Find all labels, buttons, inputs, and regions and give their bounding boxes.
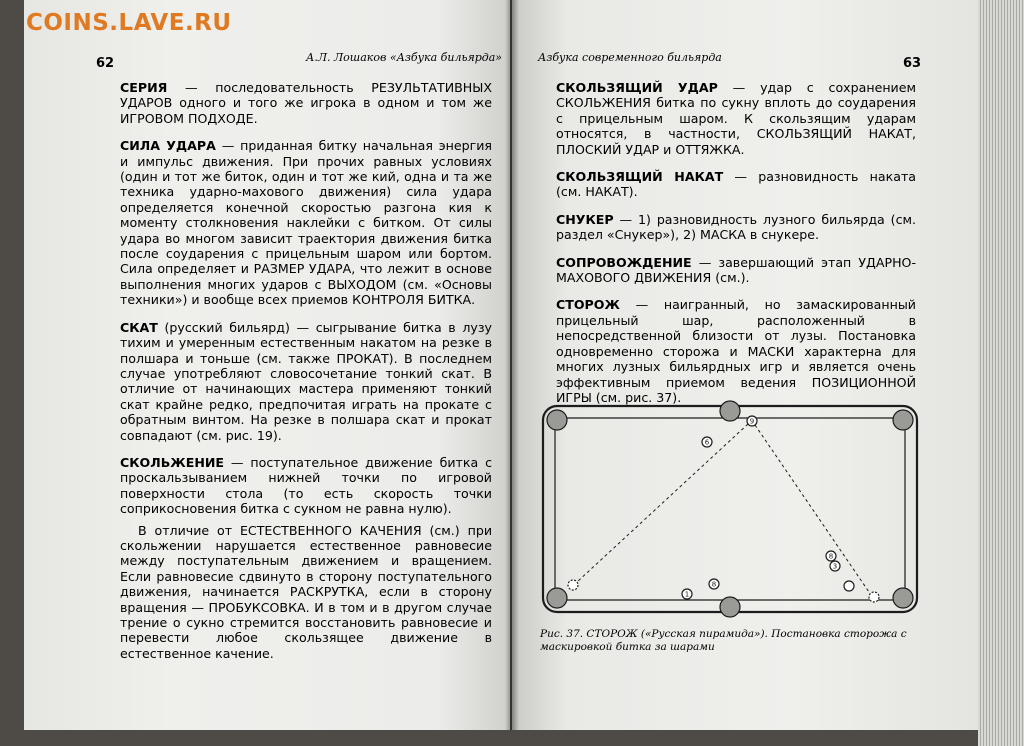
entry-snuker [556, 212, 916, 243]
page-number-right: 63 [903, 56, 922, 71]
entry-body: — разновидность наката (см. НАКАТ). [556, 169, 916, 200]
entry-seriya [120, 80, 492, 126]
entry-skolzhenie [120, 455, 492, 517]
entry-body: — завершающий этап УДАРНО-МАХОВОГО ДВИЖЕНИЯ (см.). [556, 254, 916, 286]
path-line-left [577, 424, 748, 582]
ball-label: 1 [684, 590, 690, 599]
pocket-top-right [893, 410, 913, 430]
entry-body: — 1) разновидность лузного бильярда (см. раздел «Снукер»), 2) МАСКА в снукере. [556, 211, 916, 243]
entry-body: — приданная битку начальная энергия и импульс движения. При прочих равных условиях (один и тот же биток, один и тот же кий, одна и та же техника ударно-махового движения) сила удара определяется конечной скоростью разгона кия к моменту столкновения наклейки с битком. От силы удара во многом зависит траектория движения битка после соударения с прицельным шаром или бортом. Сила определяет и РАЗМЕР УДАРА, что лежит в основе выполнения многих ударов с ВЫХОДОМ (см. «Основы техники») и вообще всех приемов КОНТРОЛЯ БИТКА. [120, 138, 492, 308]
ball-label: 8 [711, 580, 717, 589]
table-outer-rail [543, 406, 917, 612]
pocket-top-left [547, 410, 567, 430]
book-spine [505, 0, 519, 730]
entry-body: — наигранный, но замаскированный прицельный шар, расположенный в непосредственной близости от лузы. Постановка одновременно сторожа и МАСКИ характерна для многих лузных бильярдных игр и является очень эффективным приемом ведения ПОЗИЦИОННОЙ ИГРЫ (см. рис. 37). [556, 297, 916, 405]
ball-label: 3 [832, 562, 838, 571]
figure-caption: Рис. 37. СТОРОЖ («Русская пирамида»). Постановка сторожа с маскировкой битка за шарами [540, 628, 907, 653]
running-head-left: А.Л. Лошаков «Азбука бильярда» [306, 51, 503, 64]
ball-ghost-left [568, 580, 578, 590]
pocket-bottom-left [547, 588, 567, 608]
entry-term: СКОЛЬЗЯЩИЙ УДАР [556, 80, 718, 95]
pocket-top-middle [720, 401, 740, 421]
pocket-bottom-right [893, 588, 913, 608]
entry-body: (русский бильярд) — сыгрывание битка в лузу тихим и умеренным естественным накатом на резке в полшара и тоньше (см. также ПРОКАТ). В последнем случае употребляют словосочетание тонкий скат. В отличие от начинающих мастера применяют тонкий скат крайне редко, предпочитая играть на прокате с обратным винтом. На резке в полшара скат и прокат совпадают (см. рис. 19). [120, 319, 492, 443]
ball-label: 8 [828, 552, 834, 561]
entry-term: СКОЛЬЗЯЩИЙ НАКАТ [556, 169, 724, 185]
ball-label: 9 [749, 417, 755, 426]
pocket-bottom-middle [720, 597, 740, 617]
entry-skolzyashchiy-nakat [556, 169, 916, 200]
page-number-left: 62 [96, 56, 115, 71]
entry-body: — последовательность РЕЗУЛЬТАТИВНЫХ УДАРОВ одного и того же игрока в одном и том же ИГРОВОМ ПОДХОДЕ. [120, 80, 492, 126]
entry-soprovozhdenie [556, 255, 916, 286]
entry-storozh [556, 297, 916, 405]
billiard-table-diagram [539, 400, 923, 622]
entry-term: СНУКЕР [556, 211, 614, 227]
running-head-right: Азбука современного бильярда [538, 51, 722, 64]
entry-body: — удар с сохранением СКОЛЬЖЕНИЯ битка по сукну вплоть до соударения с прицельным шаром. К скользящим ударам относятся, в частности, СКОЛЬЗЯЩИЙ НАКАТ, ПЛОСКИЙ УДАР и ОТТЯЖКА. [556, 80, 916, 157]
cue-ball-ghost [869, 592, 879, 602]
path-line-right [755, 425, 869, 592]
right-page-text [556, 80, 916, 417]
cue-ball [844, 581, 854, 591]
entry-term: СОПРОВОЖДЕНИЕ [556, 254, 692, 270]
ball-label: 6 [704, 438, 710, 447]
entry-term: СТОРОЖ [556, 297, 620, 313]
entry-sila-udara [120, 138, 492, 307]
entry-skolzhenie-continued [120, 523, 492, 662]
entry-term: СИЛА УДАРА [120, 138, 216, 154]
entry-term: СКАТ [120, 319, 158, 335]
watermark: COINS.LAVE.RU [26, 10, 232, 36]
entry-body: В отличие от ЕСТЕСТВЕННОГО КАЧЕНИЯ (см.) при скольжении нарушается естественное равновесие между поступательным движением и вращением. Если равновесие сдвинуто в сторону поступательного движения, начинается РАСКРУТКА, если в сторону вращения — ПРОБУКСОВКА. И в том и в другом случае трение о сукно стремится восстановить равновесие и перевести любое скользящее движение в естественное качение. [120, 522, 492, 661]
entry-body: — поступательное движение битка с проскальзыванием нижней точки по игровой поверхности стола (то есть скорость точки соприкосновения битка с сукном не равна нулю). [120, 454, 492, 517]
entry-skolzyashchiy-udar [556, 80, 916, 157]
left-page-text [120, 80, 492, 673]
entry-skat [120, 320, 492, 443]
table-cushion [555, 418, 905, 600]
page-edges [978, 0, 1024, 746]
entry-term: СКОЛЬЖЕНИЕ [120, 454, 225, 470]
entry-term: СЕРИЯ [120, 80, 168, 95]
